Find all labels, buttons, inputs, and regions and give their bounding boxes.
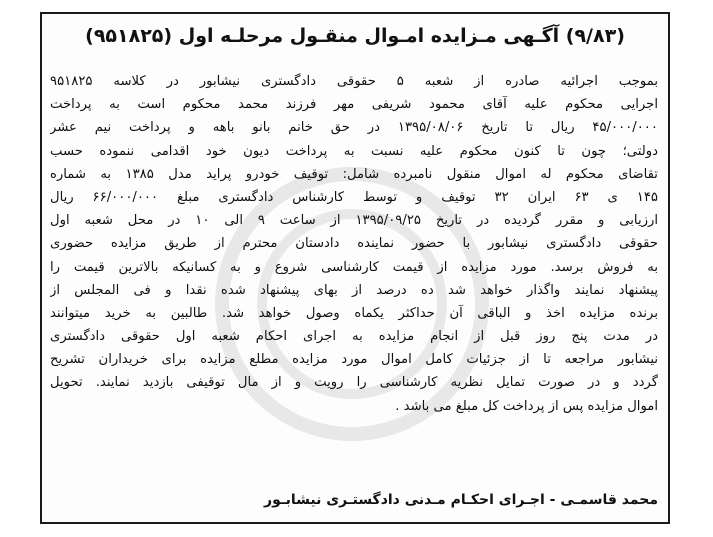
- notice-line: ارزیابی و مقرر گردیده در تاریخ ۱۳۹۵/۰۹/۲۵ از ساعت ۹ الی ۱۰ در محل شعبه اول: [50, 213, 658, 229]
- notice-title: (۹/۸۳) آگـهی مـزایده امـوال منقـول مرحلـه اول (۹۵۱۸۲۵): [85, 25, 625, 47]
- signature-line: محمد قاسمـی - اجـرای احکـام مـدنی دادگستـری نیشابـور: [264, 492, 658, 508]
- auction-notice: [40, 12, 670, 524]
- notice-line: اجرایی محکوم علیه آقای محمود شریفی مهر فرزند محمد محکوم است به پرداخت: [50, 97, 658, 113]
- notice-line: نیشابور مراجعه تا از جزئیات کامل اموال مورد مزایده مطلع مزایده برای خریداران تشریح: [50, 352, 658, 368]
- notice-line: تقاضای محکوم له اموال منقول نامبرده شامل: توقیف خودرو پراید مدل ۱۳۸۵ به شماره: [50, 166, 658, 182]
- notice-line: دولتی؛ چون تا کنون محکوم علیه نسبت به پرداخت دیون خود اقدامی ننموده حسب: [50, 143, 658, 159]
- notice-line: حقوقی دادگستری نیشابور با حضور نماینده دادستان محترم از طریق مزایده حضوری: [50, 236, 658, 252]
- notice-body: [50, 70, 658, 418]
- notice-line: ۱۴۵ ی ۶۳ ایران ۳۲ توقیف و توسط کارشناس دادگستری مبلغ ۶۶/۰۰۰/۰۰۰ ریال: [50, 189, 658, 205]
- notice-line: در مدت پنج روز قبل از انجام مزایده به اجرای احکام شعبه اول حقوقی دادگستری: [50, 329, 658, 345]
- notice-line: به فروش برسد. مورد مزایده از قیمت کارشناسی شروع و به کسانیکه بالاترین قیمت را: [50, 259, 658, 275]
- notice-line: پیشنهاد نمایند واگذار خواهد شد ده درصد از بهای پیشنهاد شده نقدا و فی المجلس از: [50, 282, 658, 298]
- notice-line: اموال مزایده پس از پرداخت کل مبلغ می باشد .: [395, 398, 658, 414]
- notice-line: ۴۵/۰۰۰/۰۰۰ ریال تا تاریخ ۱۳۹۵/۰۸/۰۶ در حق خانم بانو باهه و پرداخت نیم عشر: [50, 120, 658, 136]
- notice-line: گردد و در صورت تمایل نظریه کارشناسی را رویت و از مال توقیفی بازدید نمایند. تحویل: [50, 375, 658, 391]
- notice-line: برنده مزایده اخذ و الباقی آن حداکثر یکماه وصول خواهد شد. طالبین به خرید میتوانند: [50, 305, 658, 321]
- notice-line: بموجب اجرائیه صادره از شعبه ۵ حقوقی دادگستری نیشابور در کلاسه ۹۵۱۸۲۵: [50, 74, 658, 89]
